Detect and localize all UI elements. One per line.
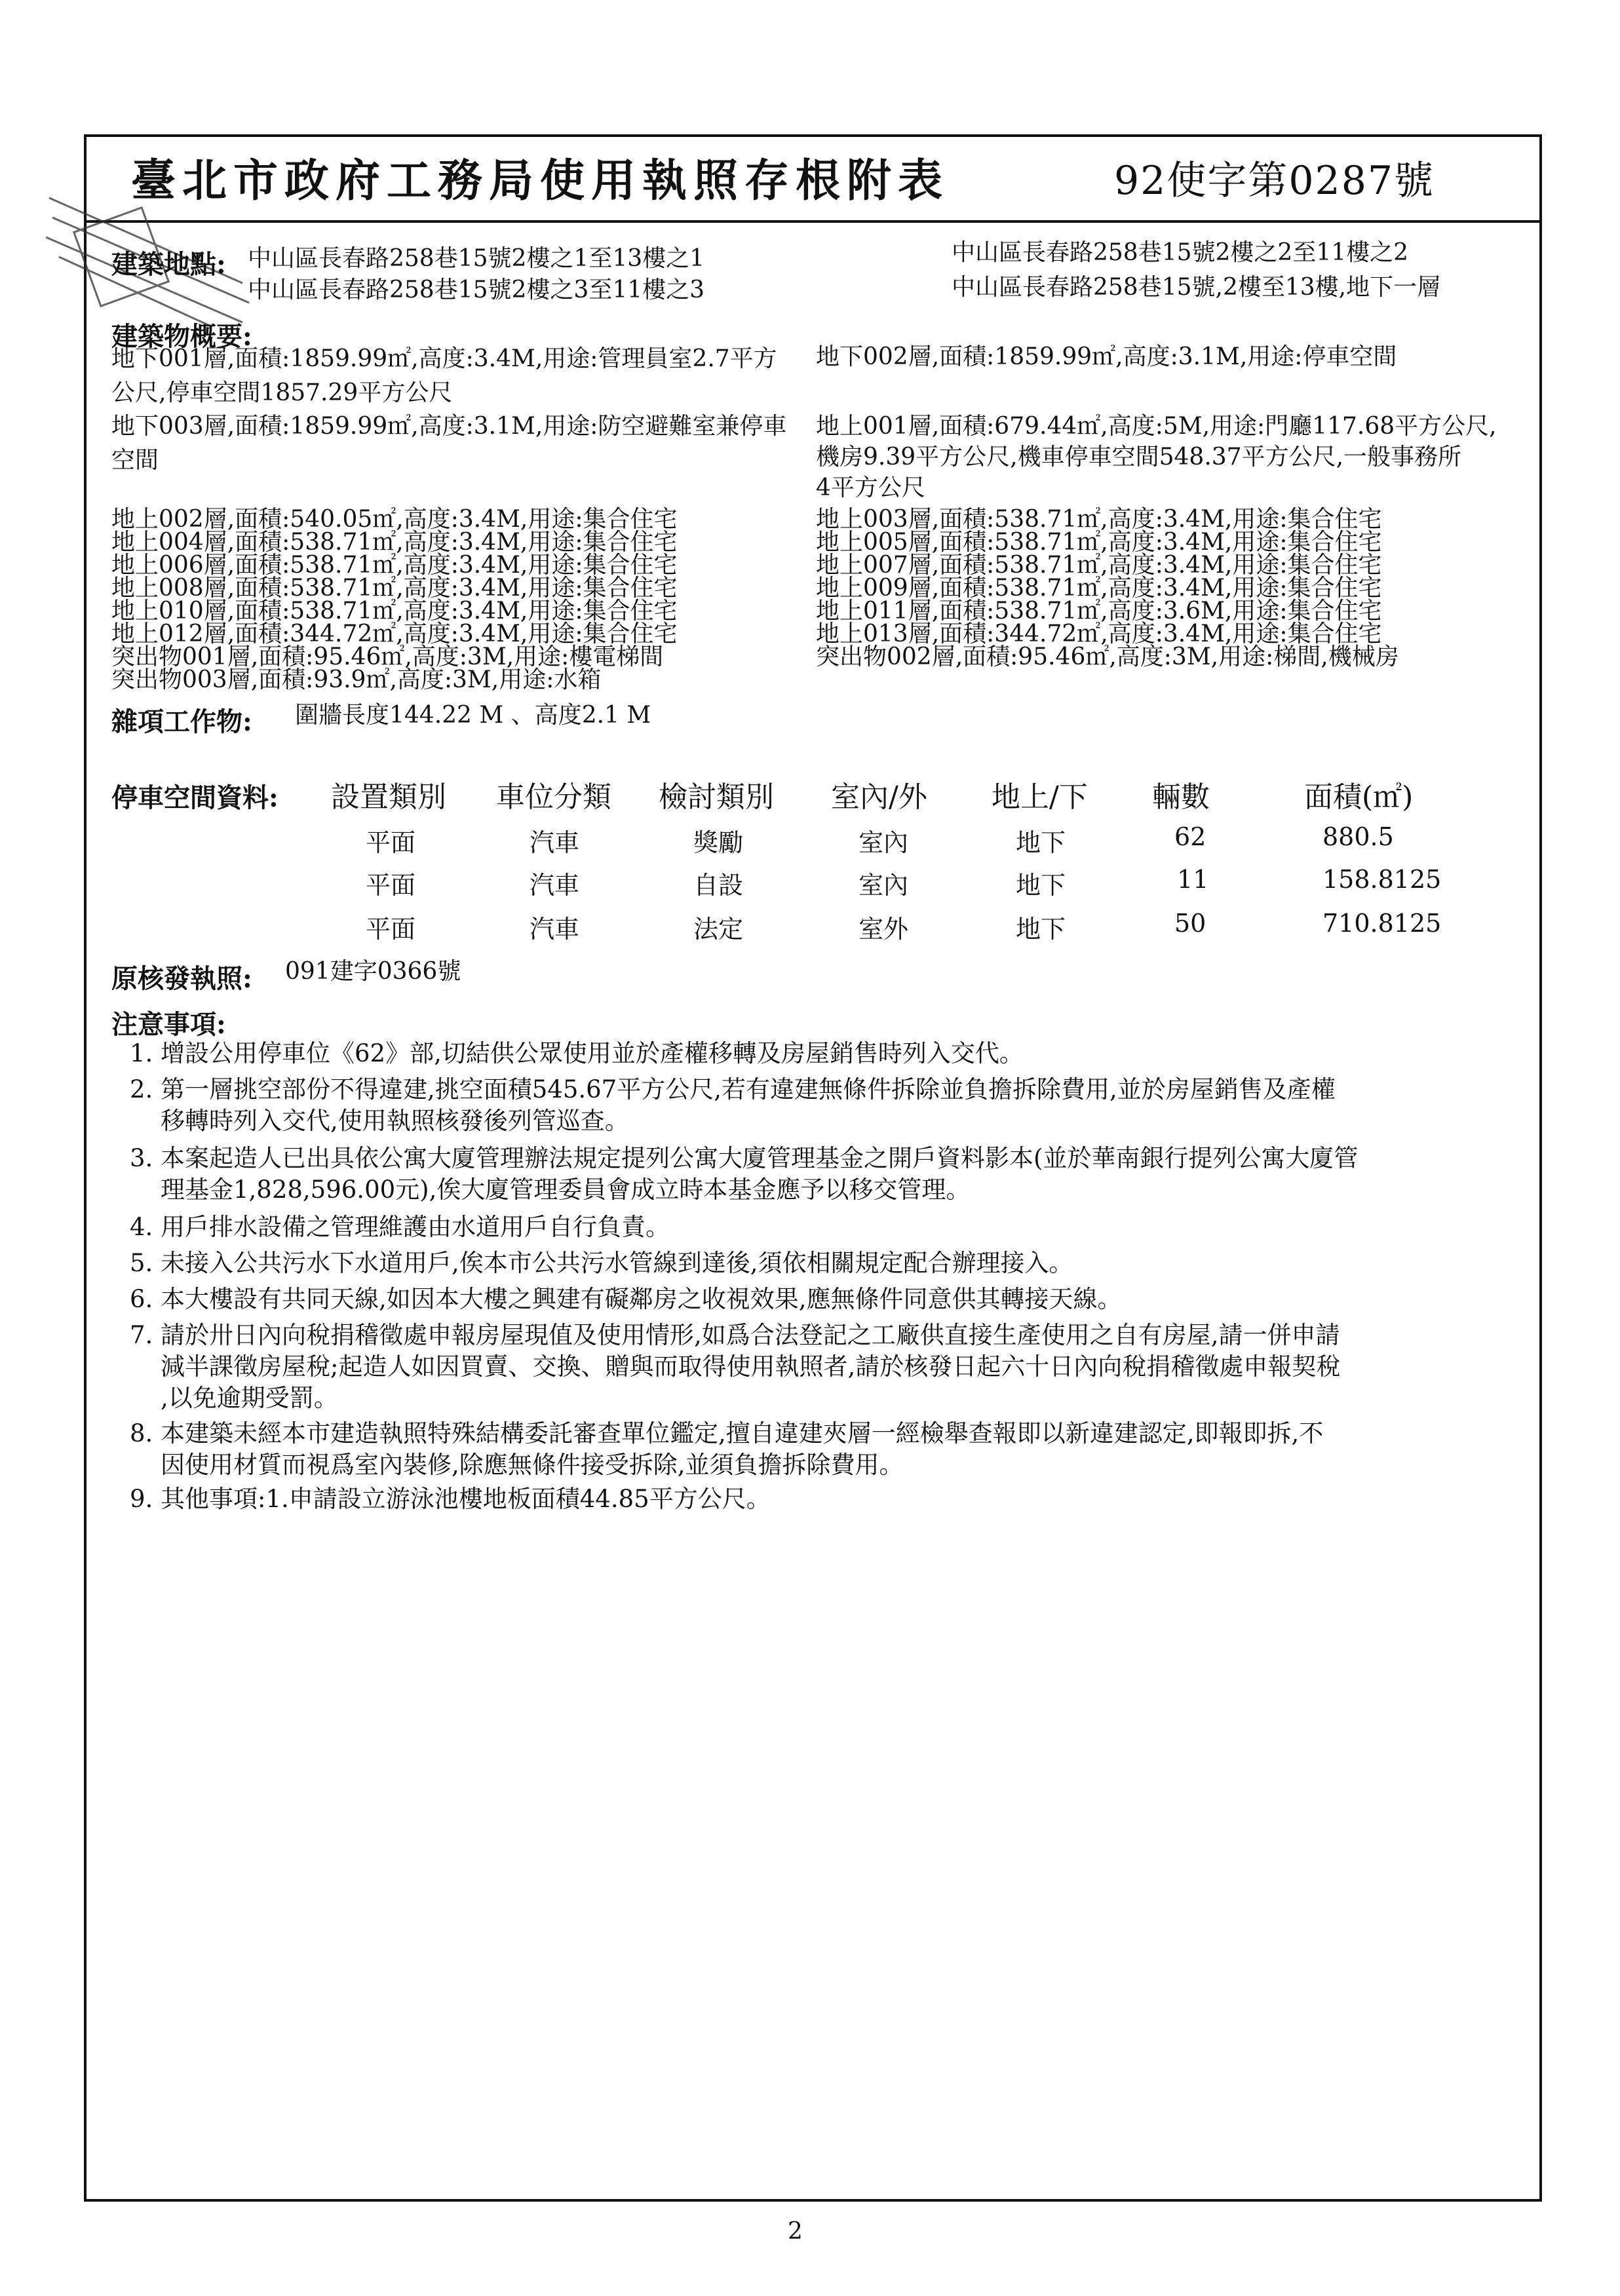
notes-label: 注意事項: (111, 1009, 226, 1040)
note-number: 1. (130, 1039, 153, 1067)
parking-row2-type: 平面 (366, 871, 416, 900)
note-line: 移轉時列入交代,使用執照核發後列管巡查。 (161, 1107, 629, 1135)
floor-b2: 地下002層,面積:1859.99㎡,高度:3.1M,用途:停車空間 (816, 343, 1397, 370)
floor-right-7: 突出物002層,面積:95.46㎡,高度:3M,用途:梯間,機械房 (816, 643, 1399, 670)
note-number: 6. (130, 1285, 153, 1313)
floor-right-2: 地上005層,面積:538.71㎡,高度:3.4M,用途:集合住宅 (816, 529, 1382, 556)
floor-right-5: 地上011層,面積:538.71㎡,高度:3.6M,用途:集合住宅 (816, 598, 1382, 624)
parking-header-review: 檢討類別 (659, 780, 774, 814)
note-line: 增設公用停車位《62》部,切結供公眾使用並於產權移轉及房屋銷售時列入交代。 (161, 1039, 1024, 1067)
note-number: 9. (130, 1485, 153, 1513)
parking-row3-indoor: 室外 (858, 915, 909, 944)
parking-header-category: 車位分類 (496, 780, 611, 814)
parking-row2-level: 地下 (1016, 871, 1066, 900)
title-divider (84, 220, 1542, 223)
note-line: 本大樓設有共同天線,如因本大樓之興建有礙鄰房之收視效果,應無條件同意供其轉接天線。 (161, 1285, 1122, 1313)
parking-row1-category: 汽車 (530, 828, 580, 857)
parking-row3-area: 710.8125 (1322, 909, 1442, 938)
note-line: 未接入公共污水下水道用戶,俟本市公共污水管線到達後,須依相關規定配合辦理接入。 (161, 1249, 1073, 1277)
parking-header-indoor: 室內/外 (831, 780, 927, 814)
floor-b3-line2: 空間 (111, 447, 159, 474)
floor-right-4: 地上009層,面積:538.71㎡,高度:3.4M,用途:集合住宅 (816, 575, 1382, 602)
floor-left-2: 地上004層,面積:538.71㎡,高度:3.4M,用途:集合住宅 (111, 529, 678, 556)
location-label: 建築地點: (111, 249, 226, 280)
floor-left-7: 突出物001層,面積:95.46㎡,高度:3M,用途:樓電梯間 (111, 643, 664, 670)
note-line: 請於卅日內向稅捐稽徵處申報房屋現值及使用情形,如爲合法登記之工廠供直接生產使用之自有房屋,請一併申請 (161, 1321, 1340, 1349)
floor-1-line1: 地上001層,面積:679.44㎡,高度:5M,用途:門廳117.68平方公尺, (816, 413, 1497, 440)
parking-row1-count: 62 (1174, 822, 1206, 851)
parking-row2-review: 自設 (693, 871, 744, 900)
floor-left-3: 地上006層,面積:538.71㎡,高度:3.4M,用途:集合住宅 (111, 552, 678, 579)
location-right-1: 中山區長春路258巷15號2樓之2至11樓之2 (952, 239, 1409, 266)
original-permit-value: 091建字0366號 (285, 958, 461, 985)
note-number: 8. (130, 1419, 153, 1447)
floor-left-5: 地上010層,面積:538.71㎡,高度:3.4M,用途:集合住宅 (111, 598, 678, 624)
parking-row3-type: 平面 (366, 915, 416, 944)
floor-left-8: 突出物003層,面積:93.9㎡,高度:3M,用途:水箱 (111, 666, 602, 693)
note-line: 用戶排水設備之管理維護由水道用戶自行負責。 (161, 1213, 670, 1241)
parking-row1-level: 地下 (1016, 828, 1066, 857)
parking-row2-count: 11 (1177, 865, 1209, 894)
misc-works-value: 圍牆長度144.22 M 、高度2.1 M (295, 702, 651, 729)
note-line: 其他事項:1.申請設立游泳池樓地板面積44.85平方公尺。 (161, 1485, 771, 1513)
parking-row2-indoor: 室內 (858, 871, 909, 900)
floor-right-3: 地上007層,面積:538.71㎡,高度:3.4M,用途:集合住宅 (816, 552, 1382, 579)
parking-header-type: 設置類別 (331, 780, 446, 814)
floor-1-line2: 機房9.39平方公尺,機車停車空間548.37平方公尺,一般事務所 (816, 444, 1462, 470)
parking-header-count: 輛數 (1152, 780, 1210, 814)
note-number: 5. (130, 1249, 153, 1277)
floor-1-line3: 4平方公尺 (816, 474, 925, 501)
parking-header-level: 地上/下 (992, 780, 1088, 814)
misc-works-label: 雜項工作物: (111, 706, 252, 737)
location-left-1: 中山區長春路258巷15號2樓之1至13樓之1 (248, 245, 705, 272)
parking-row1-review: 獎勵 (693, 828, 744, 857)
note-line: 減半課徵房屋稅;起造人如因買賣、交換、贈與而取得使用執照者,請於核發日起六十日內向稅捐稽徵處申報契稅 (161, 1352, 1341, 1381)
page-title: 臺北市政府工務局使用執照存根附表 (131, 155, 950, 207)
floor-left-4: 地上008層,面積:538.71㎡,高度:3.4M,用途:集合住宅 (111, 575, 678, 602)
floor-right-6: 地上013層,面積:344.72㎡,高度:3.4M,用途:集合住宅 (816, 621, 1382, 647)
parking-row1-area: 880.5 (1322, 822, 1394, 851)
parking-row2-category: 汽車 (530, 871, 580, 900)
floor-left-1: 地上002層,面積:540.05㎡,高度:3.4M,用途:集合住宅 (111, 506, 678, 533)
floor-b1-line1: 地下001層,面積:1859.99㎡,高度:3.4M,用途:管理員室2.7平方 (111, 345, 777, 372)
note-line: 理基金1,828,596.00元),俟大廈管理委員會成立時本基金應予以移交管理。 (161, 1176, 971, 1204)
note-line: 本案起造人已出具依公寓大廈管理辦法規定提列公寓大廈管理基金之開戶資料影本(並於華南銀行提列公寓大廈管 (161, 1144, 1359, 1172)
floor-b3-line1: 地下003層,面積:1859.99㎡,高度:3.1M,用途:防空避難室兼停車 (111, 413, 787, 440)
note-number: 4. (130, 1213, 153, 1241)
location-right-2: 中山區長春路258巷15號,2樓至13樓,地下一層 (952, 274, 1441, 301)
note-number: 3. (130, 1144, 153, 1172)
parking-row2-area: 158.8125 (1322, 865, 1442, 894)
note-number: 7. (130, 1321, 153, 1349)
parking-row1-indoor: 室內 (858, 828, 909, 857)
parking-row3-count: 50 (1174, 909, 1206, 938)
page-number: 2 (788, 2218, 803, 2245)
note-line: 本建築未經本市建造執照特殊結構委託審查單位鑑定,擅自違建夾層一經檢舉查報即以新違建認定,即報即拆,不 (161, 1419, 1324, 1447)
note-line: 因使用材質而視爲室內裝修,除應無條件接受拆除,並須負擔拆除費用。 (161, 1451, 904, 1479)
parking-row3-review: 法定 (693, 915, 744, 944)
note-number: 2. (130, 1075, 153, 1103)
floor-right-1: 地上003層,面積:538.71㎡,高度:3.4M,用途:集合住宅 (816, 506, 1382, 533)
floor-b1-line2: 公尺,停車空間1857.29平方公尺 (111, 379, 453, 406)
permit-number: 92使字第0287號 (1114, 158, 1435, 204)
location-left-2: 中山區長春路258巷15號2樓之3至11樓之3 (248, 277, 705, 303)
parking-row3-category: 汽車 (530, 915, 580, 944)
parking-label: 停車空間資料: (111, 782, 279, 813)
parking-row3-level: 地下 (1016, 915, 1066, 944)
floor-left-6: 地上012層,面積:344.72㎡,高度:3.4M,用途:集合住宅 (111, 621, 678, 647)
original-permit-label: 原核發執照: (111, 963, 252, 994)
parking-row1-type: 平面 (366, 828, 416, 857)
note-line: ,以免逾期受罰。 (161, 1384, 338, 1412)
note-line: 第一層挑空部份不得違建,挑空面積545.67平方公尺,若有違建無條件拆除並負擔拆除費用,並於房屋銷售及產權 (161, 1075, 1336, 1103)
parking-header-area: 面積(㎡) (1304, 780, 1414, 814)
summary-label: 建築物概要: (111, 321, 252, 352)
